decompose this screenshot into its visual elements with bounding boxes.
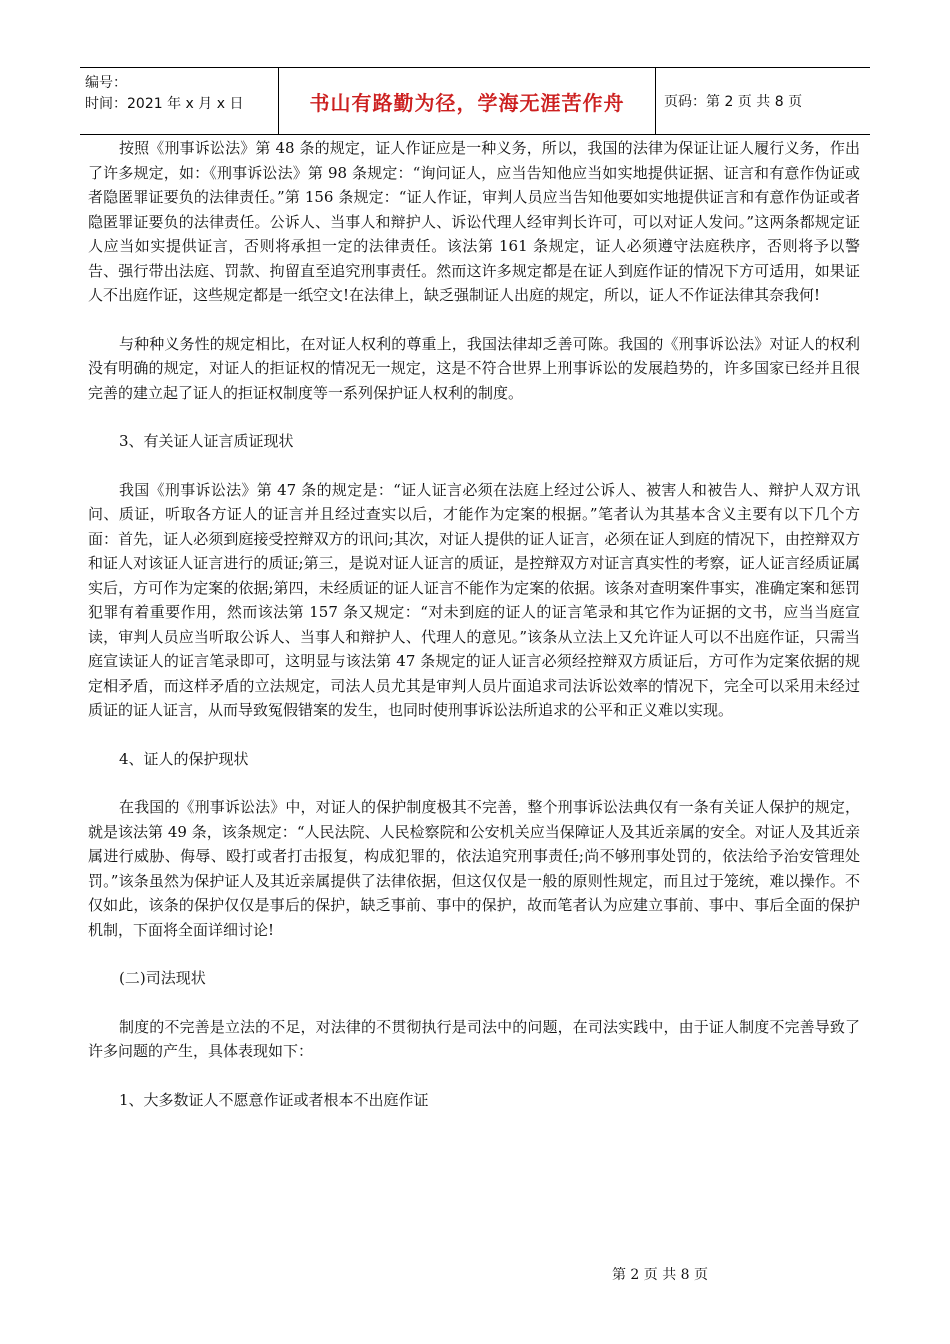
paragraph: 在我国的《刑事诉讼法》中，对证人的保护制度极其不完善，整个刑事诉讼法典仅有一条有关证人保护的规定，就是该法第 49 条，该条规定：“人民法院、人民检察院和公安机关应当保障证人及其近亲属的安全。对证人及其近亲属进行威胁、侮辱、殴打或者打击报复，构成犯罪的，依法追究刑事责任;尚不够刑事处罚的，依法给予治安管理处罚。”该条虽然为保护证人及其近亲属提供了法律依据，但这仅仅是一般的原则性规定，而且过于笼统，难以操作。不仅如此，该条的保护仅仅是事后的保护，缺乏事前、事中的保护，故而笔者认为应建立事前、事中、事后全面的保护机制，下面将全面详细讨论! — [88, 798, 860, 939]
paragraph: 与种种义务性的规定相比，在对证人权利的尊重上，我国法律却乏善可陈。我国的《刑事诉讼法》对证人的权利没有明确的规定，对证人的拒证权的情况无一规定，这是不符合世界上刑事诉讼的发展趋势的，许多国家已经并且很完善的建立起了证人的拒证权制度等一系列保护证人权利的制度。 — [88, 334, 860, 402]
page-header — [80, 67, 870, 135]
paragraph: 制度的不完善是立法的不足，对法律的不贯彻执行是司法中的问题，在司法实践中，由于证人制度不完善导致了许多问题的产生，具体表现如下： — [88, 1017, 860, 1060]
header-page-info: 页码：第 2 页 共 8 页 — [664, 94, 803, 110]
section-heading: 4、证人的保护现状 — [119, 749, 249, 768]
header-motto: 书山有路勤为径，学海无涯苦作舟 — [278, 68, 656, 134]
header-meta — [80, 68, 278, 134]
time-label: 时间：2021 年 x 月 x 日 — [85, 96, 244, 112]
page-footer: 第 2 页 共 8 页 — [611, 1267, 709, 1283]
number-label: 编号： — [85, 75, 127, 91]
section-heading: (二)司法现状 — [119, 969, 206, 987]
paragraph: 我国《刑事诉讼法》第 47 条的规定是：“证人证言必须在法庭上经过公诉人、被害人和被告人、辩护人双方讯问、质证，听取各方证人的证言并且经过查实以后，才能作为定案的根据。”笔者认为其基本含义主要有以下几个方面：首先，证人必须到庭接受控辩双方的讯问;其次，对证人提供的证人证言，必须在证人到庭的情况下，由控辩双方和证人对该证人证言进行的质证;第三，是说对证人证言的质证，是控辩双方对证言真实性的考察，证人证言经质证属实后，方可作为定案的依据;第四，未经质证的证人证言不能作为定案的依据。该条对查明案件事实，准确定案和惩罚犯罪有着重要作用，然而该法第 157 条又规定：“对未到庭的证人的证言笔录和其它作为证据的文书，应当当庭宣读，审判人员应当听取公诉人、当事人和辩护人、代理人的意见。”该条从立法上又允许证人可以不出庭作证，只需当庭宣读证人的证言笔录即可，这明显与该法第 47 条规定的证人证言必须经控辩双方质证后，方可作为定案依据的规定相矛盾，而这样矛盾的立法规定，司法人员尤其是审判人员片面追求司法诉讼效率的情况下，完全可以采用未经过质证的证人证言，从而导致冤假错案的发生，也同时使刑事诉讼法所追求的公平和正义难以实现。 — [88, 480, 860, 719]
section-heading: 3、有关证人证言质证现状 — [119, 432, 294, 450]
document-body — [88, 136, 860, 1112]
paragraph: 按照《刑事诉讼法》第 48 条的规定，证人作证应是一种义务，所以，我国的法律为保证让证人履行义务，作出了许多规定，如：《刑事诉讼法》第 98 条规定：“询问证人，应当告知他应当如实地提供证据、证言和有意作伪证或者隐匿罪证要负的法律责任。”第 156 条规定：“证人作证，审判人员应当告知他要如实地提供证言和有意作伪证或者隐匿罪证要负的法律责任。公诉人、当事人和辩护人、诉讼代理人经审判长许可，可以对证人发问。”这两条都规定证人应当如实提供证言，否则将承担一定的法律责任。该法第 161 条规定，证人必须遵守法庭秩序，否则将予以警告、强行带出法庭、罚款、拘留直至追究刑事责任。然而这许多规定都是在证人到庭作证的情况下方可适用，如果证人不出庭作证，这些规定都是一纸空文!在法律上，缺乏强制证人出庭的规定，所以，证人不作证法律其奈我何! — [88, 139, 860, 304]
section-heading: 1、大多数证人不愿意作证或者根本不出庭作证 — [119, 1090, 429, 1109]
